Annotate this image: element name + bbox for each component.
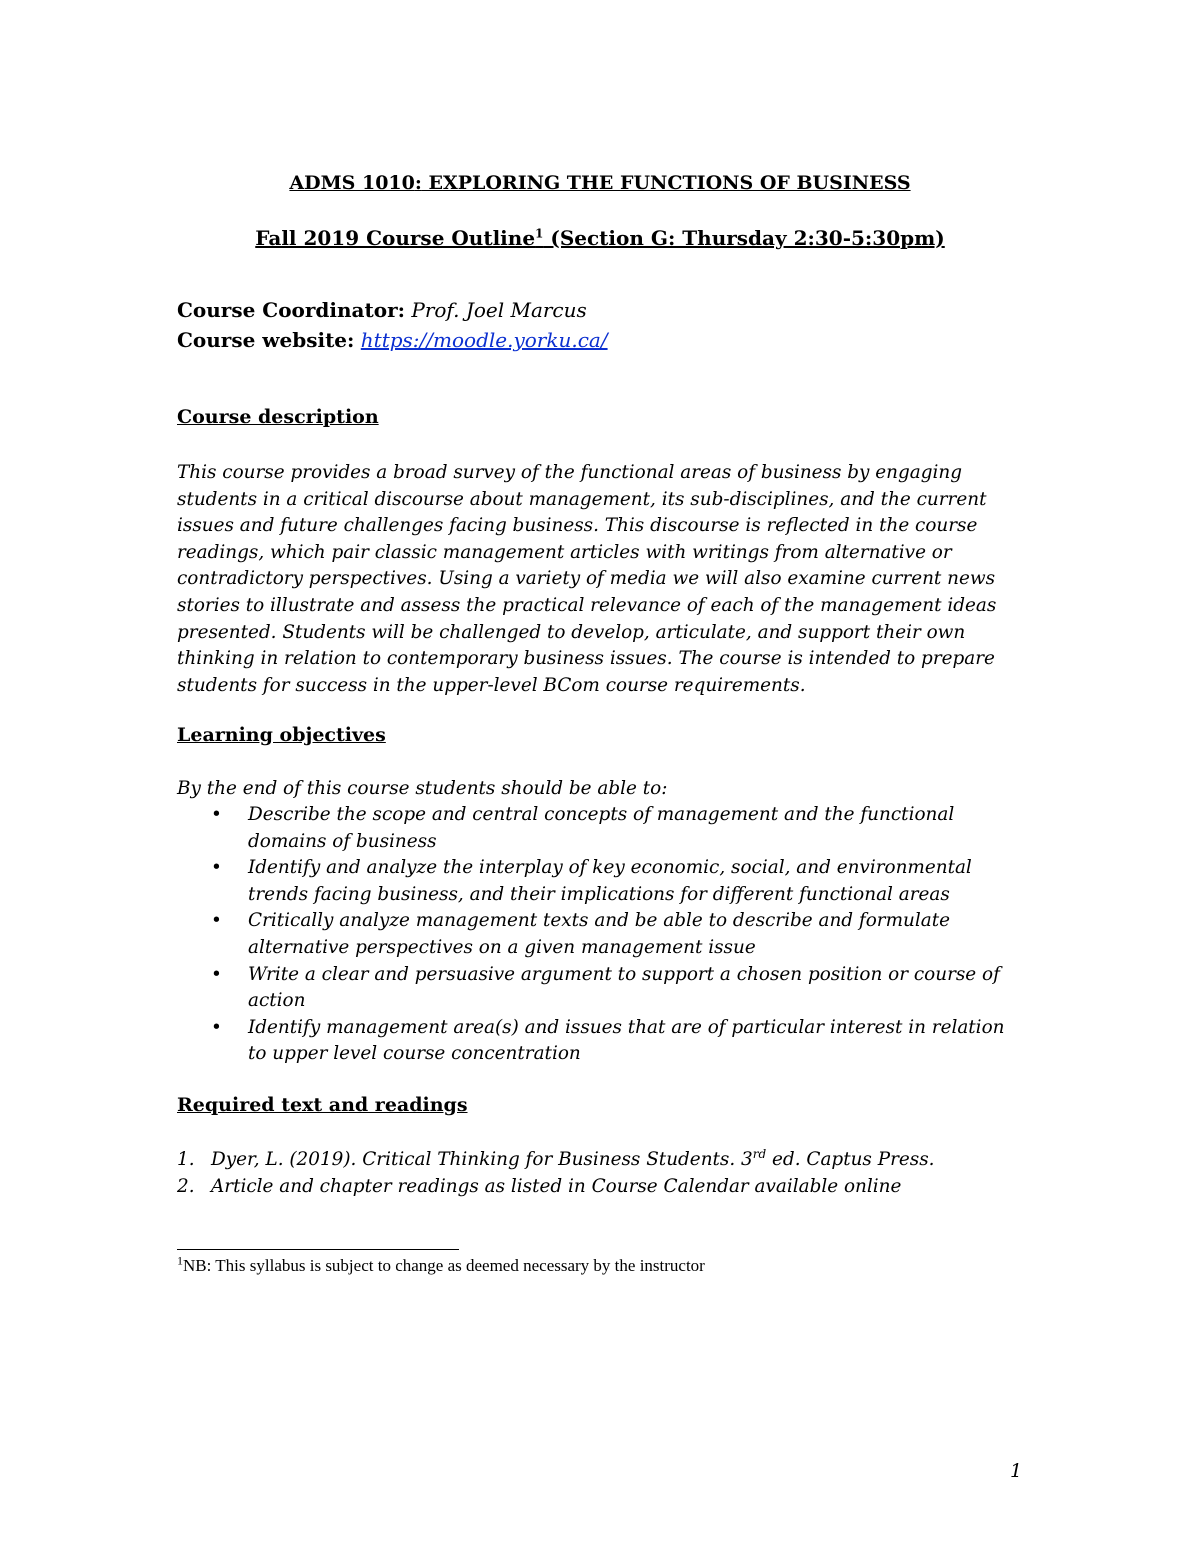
course-title	[0, 172, 1200, 194]
footnote-divider	[177, 1249, 459, 1250]
website-line	[177, 327, 608, 354]
list-item	[177, 1147, 1017, 1174]
footnote-text: NB: This syllabus is subject to change as deemed necessary by the instructor	[183, 1256, 705, 1275]
course-title-sep: :	[414, 172, 422, 194]
list-item	[177, 908, 1017, 961]
course-description-text: This course provides a broad survey of the functional areas of business by engaging students in a critical discourse about management, its sub-disciplines, and the current issues and future challenges facing business. This discourse is reflected in the course readings, which pair classic management articles with writings from alternative or contradictory perspectives. Using a variety of media we will also examine current news stories to illustrate and assess the practical relevance of each of the management ideas presented. Students will be challenged to develop, articulate, and support their own thinking in relation to contemporary business issues. The course is intended to prepare students for success in the upper-level BCom course requirements.	[177, 462, 997, 696]
list-item	[177, 855, 1017, 908]
bullet-icon: •	[211, 804, 222, 825]
bullet-icon: •	[211, 910, 222, 932]
reading-text-pre: Dyer, L. (2019). Critical Thinking for Business Students. 3	[211, 1149, 753, 1170]
bullet-icon: •	[211, 1016, 222, 1038]
readings-list	[177, 1147, 1017, 1200]
outline-label: Fall 2019 Course Outline	[255, 226, 536, 250]
list-item	[177, 1174, 1017, 1201]
section-info: (Section G: Thursday 2:30-5:30pm)	[543, 226, 945, 250]
website-link[interactable]: https://moodle.yorku.ca/	[360, 328, 608, 352]
course-title-text: EXPLORING THE FUNCTIONS OF BUSINESS	[421, 172, 911, 194]
page-number: 1	[1010, 1460, 1023, 1482]
list-item	[177, 802, 1017, 855]
footnote-marker: 1	[177, 1253, 183, 1268]
bullet-icon: •	[211, 963, 222, 985]
objectives-intro: By the end of this course students should be able to:	[177, 778, 668, 799]
objective-text: Identify management area(s) and issues that are of particular interest in relation to upper level course concentration	[248, 1016, 1005, 1065]
item-number: 1.	[177, 1149, 195, 1170]
objective-text: Identify and analyze the interplay of key economic, social, and environmental trends facing business, and their implications for different functional areas	[248, 857, 972, 905]
objectives-list	[177, 802, 1017, 1068]
coordinator-label: Course Coordinator:	[177, 298, 405, 322]
coordinator-line	[177, 297, 587, 324]
bullet-icon: •	[211, 857, 222, 879]
objective-text: Write a clear and persuasive argument to support a chosen position or course of action	[248, 963, 1000, 1012]
course-outline-title	[0, 226, 1200, 250]
reading-text-post: ed. Captus Press.	[766, 1149, 935, 1170]
reading-text: Article and chapter readings as listed in Course Calendar available online	[211, 1175, 902, 1197]
course-description-heading: Course description	[177, 406, 379, 428]
learning-objectives-heading: Learning objectives	[177, 724, 386, 746]
objective-text: Critically analyze management texts and be able to describe and formulate alternative perspectives on a given management issue	[248, 910, 950, 958]
footnote-ref[interactable]: 1	[535, 226, 544, 241]
objective-text: Describe the scope and central concepts of management and the functional domains of business	[248, 804, 955, 852]
required-readings-heading: Required text and readings	[177, 1094, 468, 1116]
list-item	[177, 962, 1017, 1015]
website-label: Course website:	[177, 328, 355, 352]
item-number: 2.	[177, 1175, 195, 1197]
footnote	[177, 1253, 705, 1276]
coordinator-value: Prof. Joel Marcus	[411, 298, 587, 322]
course-code: ADMS 1010	[289, 172, 415, 194]
list-item	[177, 1015, 1017, 1068]
reading-sup: rd	[752, 1146, 767, 1161]
